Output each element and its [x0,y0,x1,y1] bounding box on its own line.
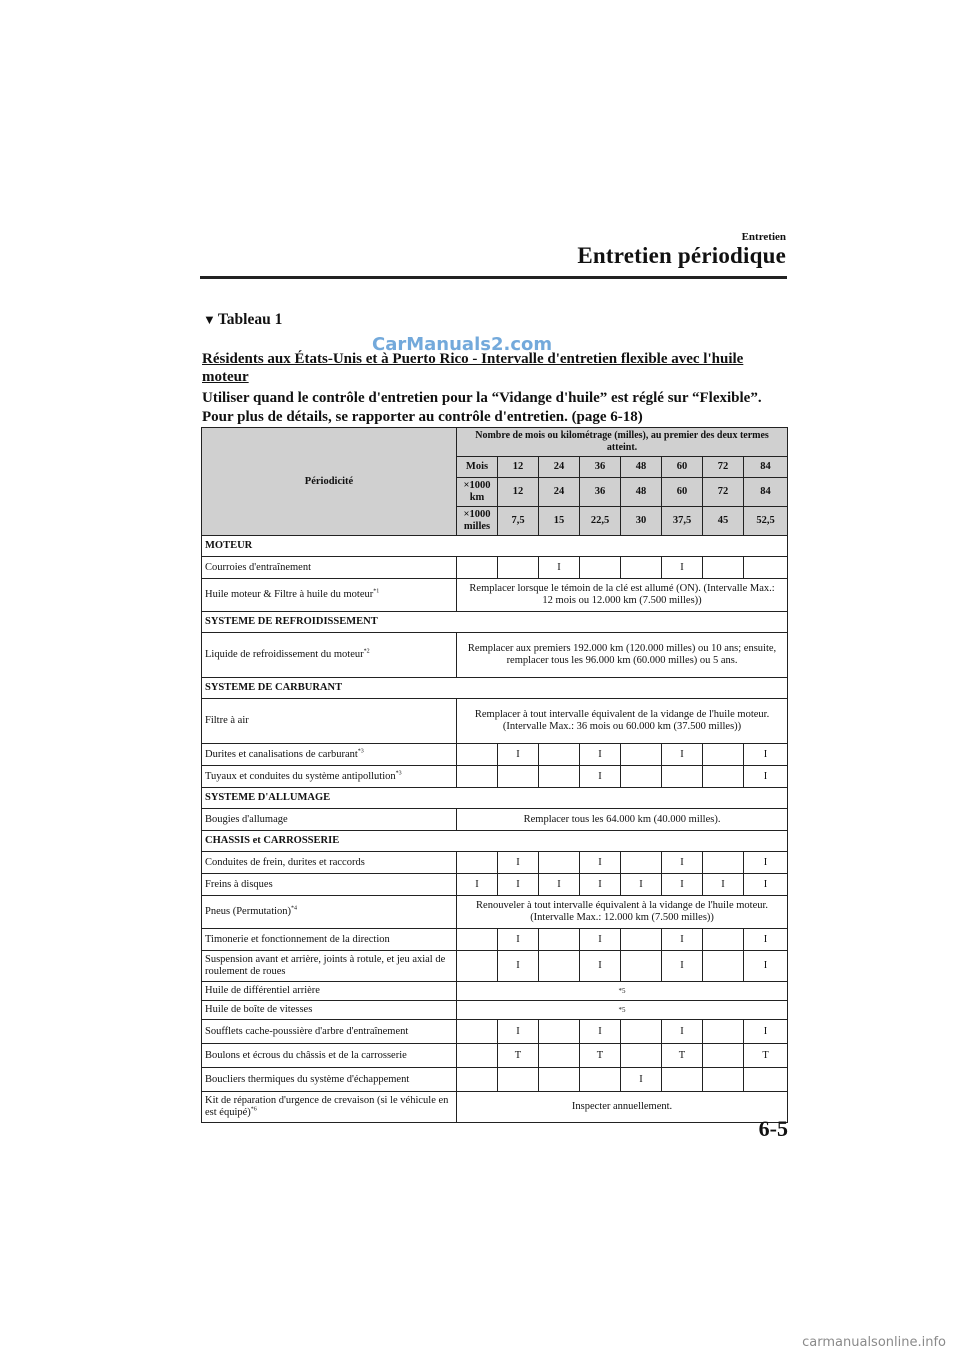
table-cell: T [580,1044,621,1068]
section-row-moteur [202,536,788,557]
table-cell: I [457,874,498,896]
item-label: Freins à disques [202,874,457,896]
table-cell [457,1068,498,1092]
item-label: Huile de différentiel arrière [202,982,457,1001]
interval-cell: 7,5 [498,507,539,536]
table-cell [457,766,498,788]
interval-label: Mois [457,457,498,478]
table-row [202,852,788,874]
item-note: Remplacer à tout intervalle équivalent de la vidange de l'huile moteur. (Intervalle Max.: 36 mois ou 60.000 km (37.500 milles)) [457,699,788,744]
table-cell: I [744,744,788,766]
table-cell [621,1020,662,1044]
table-cell: I [580,766,621,788]
table-cell: I [498,929,539,951]
item-note: Remplacer lorsque le témoin de la clé est allumé (ON). (Intervalle Max.: 12 mois ou 12.000 km (7.500 milles)) [457,579,788,612]
table-cell: I [539,557,580,579]
table-cell: I [580,874,621,896]
table-cell: I [662,852,703,874]
table-cell: I [539,874,580,896]
section-label: Entretien [741,231,786,243]
section-row-allumage [202,788,788,809]
table-cell: I [498,951,539,982]
footnote-ref: *2 [363,648,370,655]
table-cell [457,1044,498,1068]
table-row [202,699,788,744]
table-cell: I [662,951,703,982]
page-title: Entretien périodique [577,243,786,268]
item-label [202,579,457,612]
table-cell [703,557,744,579]
table-cell [621,557,662,579]
table-heading-text: Tableau 1 [217,311,283,328]
item-label: Boucliers thermiques du système d'échappement [202,1068,457,1092]
intro-text: Utiliser quand le contrôle d'entretien pour la “Vidange d'huile” est réglé sur “Flexible”. Pour plus de détails, se rapporter au contrôle d'entretien. (page 6-18) [202,390,762,425]
footnote-ref: *3 [357,748,364,754]
table-cell: I [744,874,788,896]
table-cell: I [498,874,539,896]
triangle-down-icon: ▼ [203,312,216,327]
item-note: *5 [457,1001,788,1020]
interval-cell: 36 [580,478,621,507]
item-label: Boulons et écrous du châssis et de la carrosserie [202,1044,457,1068]
table-cell [621,929,662,951]
item-note: Remplacer aux premiers 192.000 km (120.000 milles) ou 10 ans; ensuite, remplacer tous les 96.000 km (60.000 milles) ou 5 ans. [457,633,788,678]
table-cell [457,929,498,951]
item-label [202,1092,457,1123]
item-note: Inspecter annuellement. [457,1092,788,1123]
interval-note-header: Nombre de mois ou kilométrage (milles), au premier des deux termes atteint. [457,428,788,457]
maintenance-schedule-table [201,427,788,1123]
item-label: Filtre à air [202,699,457,744]
table-cell: I [662,929,703,951]
watermark-footer: carmanualsonline.info [802,1335,946,1350]
table-cell: I [580,1020,621,1044]
table-cell [539,1044,580,1068]
footnote-ref: *3 [395,770,402,776]
table-cell [703,744,744,766]
section-title: SYSTEME DE REFROIDISSEMENT [202,612,788,633]
section-title: SYSTEME DE CARBURANT [202,678,788,699]
table-row [202,1068,788,1092]
interval-cell: 84 [744,478,788,507]
table-cell [621,766,662,788]
table-cell [580,1068,621,1092]
table-cell [703,929,744,951]
interval-cell: 15 [539,507,580,536]
item-label-text: Durites et canalisations de carburant [205,748,358,760]
item-label [202,633,457,678]
table-cell [539,852,580,874]
table-cell [539,744,580,766]
item-label-text: Liquide de refroidissement du moteur [205,649,364,660]
periodicite-header: Périodicité [202,428,457,536]
section-title: MOTEUR [202,536,788,557]
table-cell: I [703,874,744,896]
item-label [202,896,457,929]
table-row [202,1001,788,1020]
table-cell: T [662,1044,703,1068]
table-cell [621,1044,662,1068]
interval-cell: 36 [580,457,621,478]
table-cell [539,929,580,951]
table-cell [457,557,498,579]
table-cell [621,951,662,982]
item-label: Bougies d'allumage [202,809,457,831]
table-row [202,1020,788,1044]
subtitle: Résidents aux États-Unis et à Puerto Rico - Intervalle d'entretien flexible avec l'huile moteur [202,351,744,385]
item-label: Soufflets cache-poussière d'arbre d'entraînement [202,1020,457,1044]
table-cell [744,1068,788,1092]
table-cell: I [744,929,788,951]
item-label: Timonerie et fonctionnement de la direction [202,929,457,951]
table-cell [457,1020,498,1044]
interval-cell: 24 [539,478,580,507]
table-cell: I [580,929,621,951]
table-cell [498,557,539,579]
table-cell [457,852,498,874]
table-row [202,1044,788,1068]
section-row-carburant [202,678,788,699]
interval-cell: 60 [662,457,703,478]
table-cell [744,557,788,579]
item-label-text: Pneus (Permutation) [205,906,292,917]
table-heading [203,311,282,329]
table-row [202,557,788,579]
section-title: SYSTEME D'ALLUMAGE [202,788,788,809]
table-cell [703,1068,744,1092]
item-label: Conduites de frein, durites et raccords [202,852,457,874]
table-row [202,766,788,788]
table-cell [703,852,744,874]
table-row [202,929,788,951]
interval-cell: 48 [621,478,662,507]
interval-cell: 30 [621,507,662,536]
interval-cell: 12 [498,457,539,478]
table-cell [662,766,703,788]
interval-cell: 45 [703,507,744,536]
section-row-chassis [202,831,788,852]
interval-cell: 84 [744,457,788,478]
table-cell: T [744,1044,788,1068]
table-cell: I [580,852,621,874]
table-cell [703,1044,744,1068]
table-cell [498,766,539,788]
item-label [202,744,457,766]
table-cell [621,744,662,766]
table-cell [498,1068,539,1092]
table-cell [662,1068,703,1092]
table-cell: I [580,744,621,766]
table-cell: I [662,744,703,766]
table-cell [457,951,498,982]
table-row [202,951,788,982]
table-cell [703,951,744,982]
item-label-text: Huile moteur & Filtre à huile du moteur [205,589,374,600]
interval-cell: 22,5 [580,507,621,536]
interval-cell: 72 [703,457,744,478]
item-label: Courroies d'entraînement [202,557,457,579]
table-cell: I [744,951,788,982]
table-cell: I [662,874,703,896]
table-row [202,1092,788,1123]
item-label [202,766,457,788]
interval-cell: 24 [539,457,580,478]
table-row [202,633,788,678]
item-note: Remplacer tous les 64.000 km (40.000 milles). [457,809,788,831]
table-cell [703,766,744,788]
item-label-text: Kit de réparation d'urgence de crevaison (si le véhicule en est équipé) [205,1095,449,1118]
interval-cell: 60 [662,478,703,507]
table-cell [580,557,621,579]
footnote-ref: *6 [250,1106,257,1113]
table-row [202,874,788,896]
table-cell [539,766,580,788]
item-note: Renouveler à tout intervalle équivalent à la vidange de l'huile moteur. (Intervalle Max.: 12.000 km (7.500 milles)) [457,896,788,929]
table-cell: I [580,951,621,982]
item-label: Suspension avant et arrière, joints à rotule, et jeu axial de roulement de roues [202,951,457,982]
table-cell: I [621,874,662,896]
table-cell [621,852,662,874]
table-row [202,744,788,766]
table-cell: I [662,557,703,579]
item-label-text: Tuyaux et conduites du système antipollution [205,770,396,782]
header-divider [200,276,787,279]
item-note: *5 [457,982,788,1001]
table-cell: I [662,1020,703,1044]
table-row [202,896,788,929]
footnote-ref: *4 [291,905,298,912]
table-row [202,579,788,612]
interval-cell: 12 [498,478,539,507]
table-row [202,809,788,831]
section-row-refroidissement [202,612,788,633]
table-header-row [202,428,788,457]
table-cell: I [621,1068,662,1092]
interval-cell: 72 [703,478,744,507]
table-cell: I [498,852,539,874]
interval-cell: 48 [621,457,662,478]
table-cell: I [744,852,788,874]
section-title: CHASSIS et CARROSSERIE [202,831,788,852]
table-cell [703,1020,744,1044]
page-number: 6-5 [758,1116,788,1141]
table-cell: T [498,1044,539,1068]
table-row [202,982,788,1001]
table-cell: I [744,766,788,788]
interval-cell: 52,5 [744,507,788,536]
table-cell [457,744,498,766]
item-label: Huile de boîte de vitesses [202,1001,457,1020]
interval-label: ×1000 km [457,478,498,507]
table-cell [539,951,580,982]
interval-cell: 37,5 [662,507,703,536]
table-cell: I [498,1020,539,1044]
table-cell: I [498,744,539,766]
table-cell: I [744,1020,788,1044]
watermark-logo: CarManuals2.com [372,334,553,355]
interval-label: ×1000 milles [457,507,498,536]
table-cell [539,1068,580,1092]
table-cell [539,1020,580,1044]
footnote-ref: *1 [373,588,380,595]
